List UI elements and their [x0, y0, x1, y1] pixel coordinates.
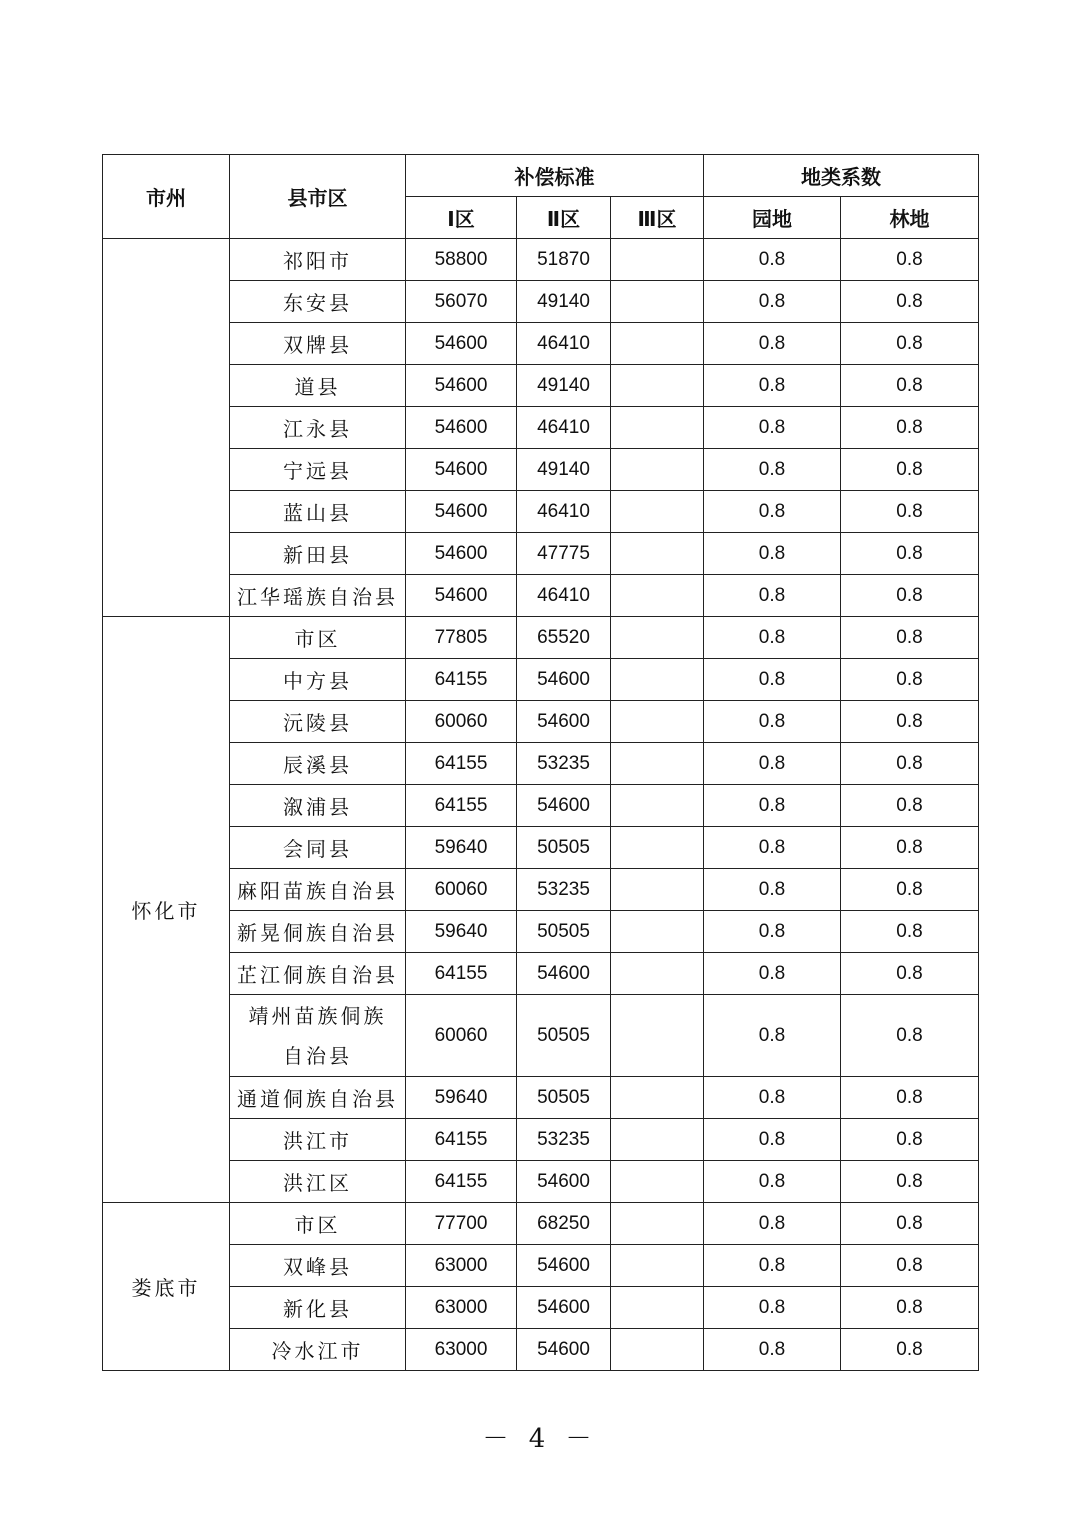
table-row	[103, 281, 979, 323]
county-cell: 洪江区	[230, 1161, 406, 1203]
table-row	[103, 743, 979, 785]
zone-3-cell	[611, 1161, 704, 1203]
forest-coef-cell: 0.8	[841, 869, 979, 911]
zone-3-cell	[611, 743, 704, 785]
zone-2-cell: 46410	[517, 323, 611, 365]
garden-coef-cell: 0.8	[704, 953, 841, 995]
zone-3-cell	[611, 911, 704, 953]
table-row	[103, 1077, 979, 1119]
table-row	[103, 659, 979, 701]
garden-coef-cell: 0.8	[704, 323, 841, 365]
zone-1-cell: 54600	[406, 449, 517, 491]
zone-2-cell: 51870	[517, 239, 611, 281]
zone-2-cell: 49140	[517, 449, 611, 491]
zone-3-cell	[611, 995, 704, 1077]
zone-3-cell	[611, 785, 704, 827]
county-cell: 新化县	[230, 1287, 406, 1329]
table-row	[103, 323, 979, 365]
header-compensation-standard: 补偿标准	[406, 155, 704, 197]
table-row	[103, 701, 979, 743]
forest-coef-cell: 0.8	[841, 785, 979, 827]
forest-coef-cell: 0.8	[841, 533, 979, 575]
forest-coef-cell: 0.8	[841, 1329, 979, 1371]
garden-coef-cell: 0.8	[704, 1329, 841, 1371]
forest-coef-cell: 0.8	[841, 617, 979, 659]
garden-coef-cell: 0.8	[704, 785, 841, 827]
county-line-1: 靖州苗族侗族	[248, 1003, 387, 1028]
header-city: 市州	[103, 155, 230, 239]
zone-1-cell: 64155	[406, 659, 517, 701]
zone-3-cell	[611, 659, 704, 701]
table-row	[103, 239, 979, 281]
county-cell: 中方县	[230, 659, 406, 701]
garden-coef-cell: 0.8	[704, 617, 841, 659]
garden-coef-cell: 0.8	[704, 1119, 841, 1161]
zone-1-cell: 60060	[406, 869, 517, 911]
zone-3-cell	[611, 533, 704, 575]
zone-1-cell: 77805	[406, 617, 517, 659]
garden-coef-cell: 0.8	[704, 995, 841, 1077]
table-row	[103, 785, 979, 827]
garden-coef-cell: 0.8	[704, 701, 841, 743]
forest-coef-cell: 0.8	[841, 1119, 979, 1161]
table-row	[103, 1245, 979, 1287]
zone-1-cell: 59640	[406, 827, 517, 869]
county-cell: 新晃侗族自治县	[230, 911, 406, 953]
county-cell: 市区	[230, 1203, 406, 1245]
county-cell: 洪江市	[230, 1119, 406, 1161]
zone-2-cell: 54600	[517, 701, 611, 743]
zone-1-cell: 54600	[406, 491, 517, 533]
county-cell: 麻阳苗族自治县	[230, 869, 406, 911]
table-row	[103, 407, 979, 449]
forest-coef-cell: 0.8	[841, 491, 979, 533]
county-cell: 蓝山县	[230, 491, 406, 533]
garden-coef-cell: 0.8	[704, 869, 841, 911]
zone-3-cell	[611, 1203, 704, 1245]
header-zone-3: Ⅲ区	[611, 197, 704, 239]
zone-2-cell: 50505	[517, 911, 611, 953]
table-row	[103, 575, 979, 617]
zone-2-cell: 47775	[517, 533, 611, 575]
garden-coef-cell: 0.8	[704, 827, 841, 869]
zone-3-cell	[611, 827, 704, 869]
zone-1-cell: 58800	[406, 239, 517, 281]
zone-1-cell: 59640	[406, 1077, 517, 1119]
zone-2-cell: 53235	[517, 1119, 611, 1161]
forest-coef-cell: 0.8	[841, 995, 979, 1077]
zone-2-cell: 54600	[517, 1245, 611, 1287]
zone-2-cell: 54600	[517, 1329, 611, 1371]
table-row	[103, 827, 979, 869]
forest-coef-cell: 0.8	[841, 827, 979, 869]
county-cell: 会同县	[230, 827, 406, 869]
forest-coef-cell: 0.8	[841, 1287, 979, 1329]
table-row	[103, 365, 979, 407]
zone-1-cell: 54600	[406, 323, 517, 365]
county-cell: 溆浦县	[230, 785, 406, 827]
zone-1-cell: 63000	[406, 1245, 517, 1287]
zone-1-cell: 63000	[406, 1287, 517, 1329]
zone-1-cell: 64155	[406, 785, 517, 827]
zone-1-cell: 54600	[406, 407, 517, 449]
zone-3-cell	[611, 1119, 704, 1161]
zone-1-cell: 60060	[406, 995, 517, 1077]
city-cell: 娄底市	[103, 1203, 230, 1371]
zone-2-cell: 49140	[517, 281, 611, 323]
zone-3-cell	[611, 239, 704, 281]
forest-coef-cell: 0.8	[841, 323, 979, 365]
zone-1-cell: 77700	[406, 1203, 517, 1245]
zone-1-cell: 63000	[406, 1329, 517, 1371]
zone-2-cell: 54600	[517, 785, 611, 827]
county-cell: 市区	[230, 617, 406, 659]
zone-3-cell	[611, 1329, 704, 1371]
table-row	[103, 953, 979, 995]
garden-coef-cell: 0.8	[704, 659, 841, 701]
county-cell: 双牌县	[230, 323, 406, 365]
forest-coef-cell: 0.8	[841, 1077, 979, 1119]
forest-coef-cell: 0.8	[841, 659, 979, 701]
city-cell	[103, 239, 230, 617]
zone-2-cell: 50505	[517, 995, 611, 1077]
garden-coef-cell: 0.8	[704, 911, 841, 953]
zone-1-cell: 64155	[406, 1161, 517, 1203]
county-cell: 宁远县	[230, 449, 406, 491]
zone-3-cell	[611, 281, 704, 323]
header-forest: 林地	[841, 197, 979, 239]
forest-coef-cell: 0.8	[841, 575, 979, 617]
garden-coef-cell: 0.8	[704, 1245, 841, 1287]
garden-coef-cell: 0.8	[704, 281, 841, 323]
zone-2-cell: 46410	[517, 407, 611, 449]
county-cell: 江永县	[230, 407, 406, 449]
zone-3-cell	[611, 1077, 704, 1119]
header-zone-1: Ⅰ区	[406, 197, 517, 239]
compensation-table	[102, 154, 979, 1371]
zone-2-cell: 49140	[517, 365, 611, 407]
garden-coef-cell: 0.8	[704, 1287, 841, 1329]
header-county: 县市区	[230, 155, 406, 239]
zone-2-cell: 46410	[517, 575, 611, 617]
table-row	[103, 995, 979, 1077]
zone-3-cell	[611, 323, 704, 365]
zone-1-cell: 59640	[406, 911, 517, 953]
county-cell: 新田县	[230, 533, 406, 575]
zone-3-cell	[611, 953, 704, 995]
header-zone-2: Ⅱ区	[517, 197, 611, 239]
zone-2-cell: 68250	[517, 1203, 611, 1245]
city-cell: 怀化市	[103, 617, 230, 1203]
county-cell: 冷水江市	[230, 1329, 406, 1371]
zone-2-cell: 53235	[517, 743, 611, 785]
county-cell: 道县	[230, 365, 406, 407]
zone-3-cell	[611, 869, 704, 911]
county-cell: 江华瑶族自治县	[230, 575, 406, 617]
forest-coef-cell: 0.8	[841, 365, 979, 407]
zone-1-cell: 64155	[406, 953, 517, 995]
forest-coef-cell: 0.8	[841, 239, 979, 281]
table-row	[103, 1203, 979, 1245]
table-row	[103, 1287, 979, 1329]
county-cell: 通道侗族自治县	[230, 1077, 406, 1119]
garden-coef-cell: 0.8	[704, 1203, 841, 1245]
zone-1-cell: 64155	[406, 1119, 517, 1161]
zone-3-cell	[611, 407, 704, 449]
garden-coef-cell: 0.8	[704, 365, 841, 407]
zone-2-cell: 54600	[517, 1161, 611, 1203]
zone-2-cell: 46410	[517, 491, 611, 533]
zone-2-cell: 50505	[517, 827, 611, 869]
forest-coef-cell: 0.8	[841, 743, 979, 785]
zone-2-cell: 53235	[517, 869, 611, 911]
zone-1-cell: 54600	[406, 365, 517, 407]
zone-2-cell: 54600	[517, 1287, 611, 1329]
county-cell: 东安县	[230, 281, 406, 323]
forest-coef-cell: 0.8	[841, 1245, 979, 1287]
table-row	[103, 911, 979, 953]
zone-1-cell: 54600	[406, 533, 517, 575]
garden-coef-cell: 0.8	[704, 743, 841, 785]
forest-coef-cell: 0.8	[841, 1203, 979, 1245]
garden-coef-cell: 0.8	[704, 1077, 841, 1119]
zone-2-cell: 54600	[517, 953, 611, 995]
zone-3-cell	[611, 1245, 704, 1287]
zone-3-cell	[611, 491, 704, 533]
table-row	[103, 1161, 979, 1203]
zone-3-cell	[611, 617, 704, 659]
table-row	[103, 1119, 979, 1161]
county-line-2: 自治县	[283, 1043, 352, 1068]
zone-1-cell: 56070	[406, 281, 517, 323]
zone-3-cell	[611, 575, 704, 617]
forest-coef-cell: 0.8	[841, 281, 979, 323]
garden-coef-cell: 0.8	[704, 491, 841, 533]
table-row	[103, 491, 979, 533]
zone-1-cell: 60060	[406, 701, 517, 743]
forest-coef-cell: 0.8	[841, 701, 979, 743]
header-garden: 园地	[704, 197, 841, 239]
forest-coef-cell: 0.8	[841, 953, 979, 995]
garden-coef-cell: 0.8	[704, 239, 841, 281]
forest-coef-cell: 0.8	[841, 407, 979, 449]
county-cell	[230, 995, 406, 1077]
table-row	[103, 449, 979, 491]
zone-3-cell	[611, 1287, 704, 1329]
zone-2-cell: 54600	[517, 659, 611, 701]
garden-coef-cell: 0.8	[704, 449, 841, 491]
table-row	[103, 1329, 979, 1371]
forest-coef-cell: 0.8	[841, 1161, 979, 1203]
forest-coef-cell: 0.8	[841, 449, 979, 491]
page-number: － 4 －	[482, 1424, 598, 1454]
zone-2-cell: 65520	[517, 617, 611, 659]
garden-coef-cell: 0.8	[704, 1161, 841, 1203]
zone-3-cell	[611, 701, 704, 743]
table-row	[103, 869, 979, 911]
county-cell: 沅陵县	[230, 701, 406, 743]
table-row	[103, 533, 979, 575]
garden-coef-cell: 0.8	[704, 533, 841, 575]
zone-2-cell: 50505	[517, 1077, 611, 1119]
county-cell: 辰溪县	[230, 743, 406, 785]
forest-coef-cell: 0.8	[841, 911, 979, 953]
county-cell: 芷江侗族自治县	[230, 953, 406, 995]
table-row	[103, 617, 979, 659]
zone-3-cell	[611, 365, 704, 407]
garden-coef-cell: 0.8	[704, 407, 841, 449]
zone-3-cell	[611, 449, 704, 491]
zone-1-cell: 54600	[406, 575, 517, 617]
county-cell: 祁阳市	[230, 239, 406, 281]
garden-coef-cell: 0.8	[704, 575, 841, 617]
zone-1-cell: 64155	[406, 743, 517, 785]
header-land-coefficient: 地类系数	[704, 155, 979, 197]
county-cell: 双峰县	[230, 1245, 406, 1287]
